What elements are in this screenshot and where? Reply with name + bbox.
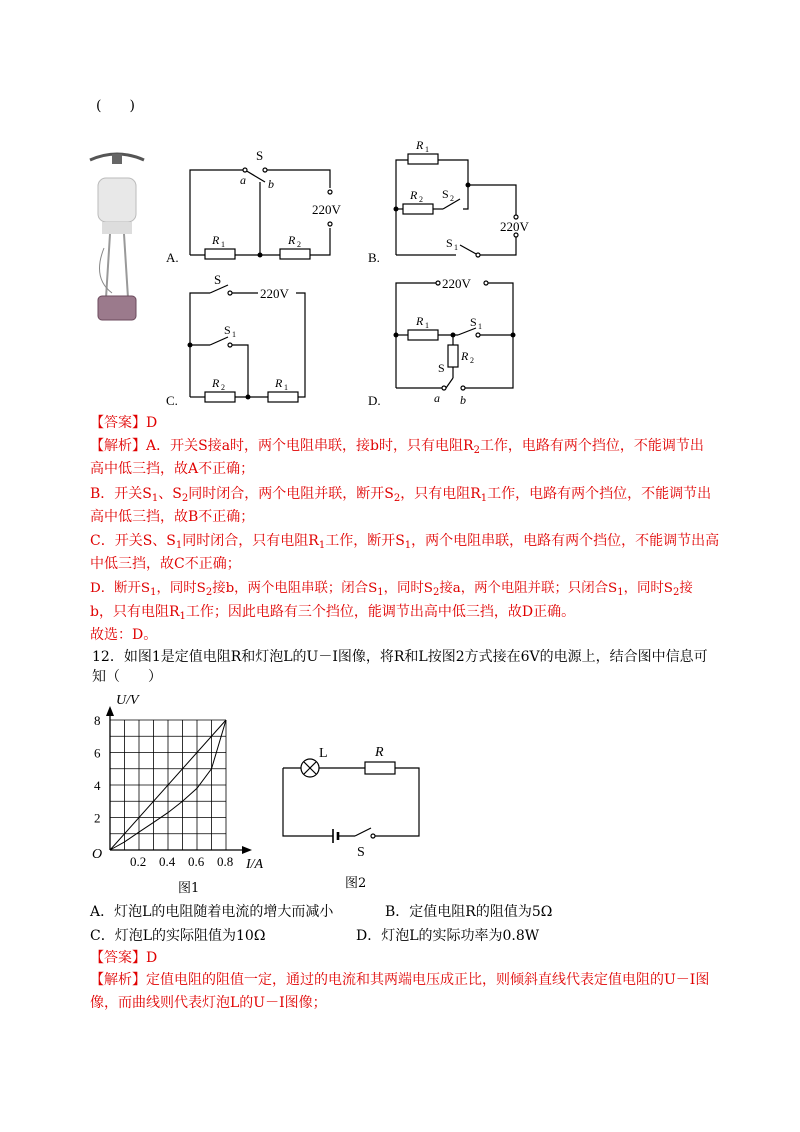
y-tick-label: 8 [94,713,101,728]
svg-text:2: 2 [470,356,474,365]
x-axis-label: I/A [246,857,264,872]
svg-text:1: 1 [478,322,482,331]
svg-text:1: 1 [425,321,429,330]
origin-label: O [92,847,103,862]
resistor-label: R [375,745,384,760]
svg-text:2: 2 [297,240,301,249]
chart-axes [106,706,252,854]
svg-text:R: R [410,188,418,202]
q11-analysis-line-8: b，只有电阻$R_1$工作；因此电路有三个挡位，能调节出高中低三挡，故D正确。 [90,604,576,622]
svg-text:R: R [288,233,296,247]
y-tick-label: 6 [94,745,101,761]
q12-answer: 【答案】D [90,950,158,966]
lamp-label: L [319,746,328,761]
q12-option-d: D．灯泡L的实际功率为0.8W [356,928,540,944]
svg-text:R: R [416,138,424,152]
svg-text:220V: 220V [500,219,529,234]
svg-text:R: R [212,376,220,390]
svg-text:a: a [240,173,246,187]
svg-text:R: R [461,349,469,363]
svg-text:R: R [275,376,283,390]
svg-text:S: S [446,236,453,250]
x-tick-label: 0.6 [188,854,205,869]
svg-text:220V: 220V [260,286,289,301]
x-axis-arrow [242,846,252,854]
svg-text:S: S [214,272,222,287]
svg-text:C.: C. [166,393,178,408]
svg-text:a: a [434,391,440,405]
q12-stem-line-1: 12．如图1是定值电阻R和灯泡L的U－I图像，将R和L按图2方式接在6V的电源上，结合图中信息可 [92,649,708,665]
svg-text:S: S [470,315,477,329]
svg-text:1: 1 [454,243,458,252]
figure-2-caption: 图2 [345,876,367,891]
q11-conclusion: 故选：D。 [90,627,158,643]
question-bracket: ( ) [96,98,135,114]
x-tick-label: 0.8 [217,854,234,869]
circuit-option-a [160,140,360,270]
svg-text:b: b [460,393,466,407]
q12-option-b: B．定值电阻R的阻值为5Ω [385,904,553,920]
circuit-figure-2 [275,740,435,860]
q11-analysis-line-7: D．断开$S_1$，同时$S_2$接b，两个电阻串联；闭合$S_1$，同时$S_2$接a，两个电阻并联；只闭合$S_1$，同时$S_2$接 [90,581,693,598]
q12-option-a: A．灯泡L的电阻随着电流的增大而减小 [90,904,334,920]
circuit-option-d [368,270,538,410]
q12-option-c: C．灯泡L的实际阻值为10Ω [90,928,266,944]
q11-analysis-line-1: 【解析】A．开关S接a时，两个电阻串联，接b时，只有电阻$R_2$工作，电路有两个挡位，不能调节出 [90,438,704,456]
svg-text:R: R [416,314,424,328]
circuit-option-b [368,135,538,270]
x-tick-label: 0.2 [130,854,147,869]
x-tick-label: 0.4 [159,854,176,869]
svg-text:1: 1 [221,240,225,249]
y-axis-label: U/V [116,693,139,708]
svg-text:B.: B. [368,250,380,265]
q12-stem-line-2: 知（ ） [92,669,162,685]
y-tick-label: 2 [94,810,101,826]
svg-text:b: b [268,177,274,191]
svg-text:1: 1 [232,330,236,339]
svg-text:1: 1 [425,145,429,154]
svg-text:1: 1 [284,383,288,392]
q11-analysis-line-4: 高中低三挡，故B不正确； [90,509,255,525]
svg-text:S: S [442,187,449,201]
y-axis-arrow [106,706,114,716]
q11-analysis-line-3: B．开关$S_1$、$S_2$同时闭合，两个电阻并联，断开$S_2$，只有电阻$R_1$工作，电路有两个挡位，不能调节出 [90,486,712,504]
switch-label: S [256,148,264,163]
circuit-option-c [160,270,360,410]
y-tick-label: 4 [94,778,101,793]
svg-text:R: R [212,233,220,247]
figure-1-caption: 图1 [178,881,200,896]
q11-analysis-line-2: 高中低三挡，故A不正确； [90,461,255,477]
svg-text:2: 2 [450,194,454,203]
svg-text:S: S [224,323,231,337]
svg-text:220V: 220V [312,202,341,217]
q12-analysis-line-1: 【解析】定值电阻的阻值一定，通过的电流和其两端电压成正比，则倾斜直线代表定值电阻的U－I图 [90,972,710,988]
option-letter: A. [166,250,179,265]
q12-analysis-line-2: 像，而曲线则代表灯泡L的U－I图像； [90,995,327,1011]
svg-text:220V: 220V [442,276,471,291]
garment-steamer-image [82,148,152,328]
svg-text:2: 2 [419,195,423,204]
q11-analysis-line-5: C．开关S、$S_1$同时闭合，只有电阻$R_1$工作，断开$S_1$，两个电阻串联，电路有两个挡位，不能调节出高 [90,533,720,551]
svg-text:2: 2 [221,383,225,392]
svg-text:S: S [438,361,445,375]
switch-label: S [357,845,365,860]
svg-text:D.: D. [368,393,381,408]
q11-analysis-line-6: 中低三挡，故C不正确； [90,556,241,572]
q11-answer: 【答案】D [90,415,158,431]
ui-graph [86,682,286,872]
